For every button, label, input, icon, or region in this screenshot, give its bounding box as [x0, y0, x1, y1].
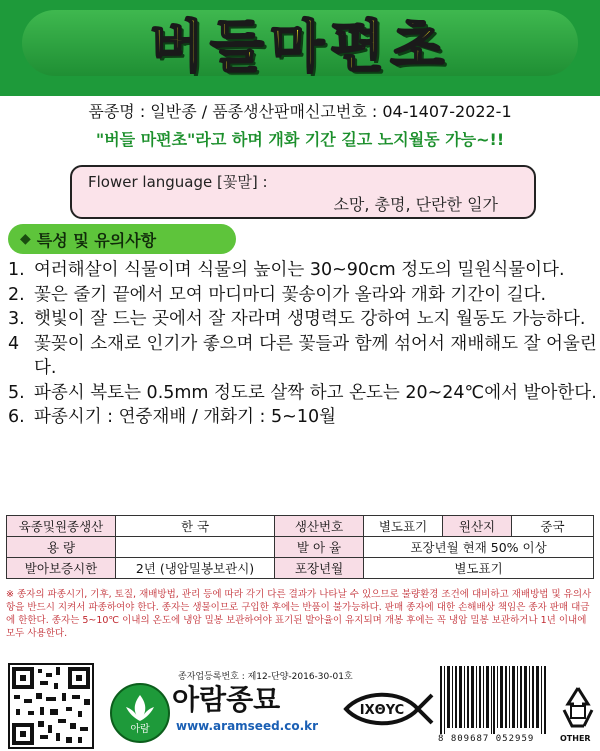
table-label: 원산지	[443, 516, 512, 537]
diamond-icon: ◆	[20, 231, 31, 247]
brand-logo-icon	[110, 683, 170, 743]
variety-registration-line: 품종명 : 일반종 / 품종생산판매신고번호 : 04-1407-2022-1	[88, 102, 512, 121]
fish-text: IXΘYC	[359, 703, 405, 718]
item-text: 꽃꽂이 소재로 인기가 좋으며 다른 꽃들과 함께 섞어서 재배해도 잘 어울린다.	[34, 333, 597, 378]
table-label: 발 아 율	[275, 537, 364, 558]
item-number: 4	[8, 333, 20, 354]
item-number: 1.	[8, 260, 25, 280]
flower-language-box	[70, 165, 536, 219]
item-text: 꽃은 줄기 끝에서 모여 마디마디 꽃송이가 올라와 개화 기간이 길다.	[34, 284, 547, 305]
barcode-icon	[440, 666, 548, 734]
registration-number: 종자업등록번호 : 제12-단양-2016-30-01호	[178, 672, 353, 682]
section-title: 특성 및 유의사항	[36, 230, 157, 250]
table-label: 용 량	[7, 537, 116, 558]
table-value: 중국	[512, 516, 594, 537]
ichthys-fish-icon	[342, 687, 434, 731]
logo-text: 아람	[130, 724, 150, 735]
table-label: 육종및원종생산	[7, 516, 116, 537]
table-label: 발아보증시한	[7, 558, 116, 579]
website-link[interactable]: www.aramseed.co.kr	[176, 719, 319, 733]
list-item	[8, 283, 598, 308]
section-header	[8, 224, 236, 254]
info-table	[6, 515, 594, 579]
table-row	[7, 537, 594, 558]
item-text: 여러해살이 식물이며 식물의 높이는 30~90cm 정도의 밀원식물이다.	[34, 260, 565, 280]
title-pill	[22, 10, 578, 80]
list-item	[8, 332, 598, 381]
table-value: 한 국	[116, 516, 275, 537]
item-number: 3.	[8, 309, 25, 329]
item-number: 6.	[8, 407, 25, 427]
item-text: 파종시기 : 연중재배 / 개화기 : 5~10월	[34, 407, 336, 427]
table-row	[7, 558, 594, 579]
table-label: 포장년월	[275, 558, 364, 579]
list-item	[8, 307, 598, 332]
table-value: 별도표기	[364, 558, 594, 579]
item-number: 5.	[8, 382, 25, 403]
item-text: 햇빛이 잘 드는 곳에서 잘 자라며 생명력도 강하여 노지 월동도 가능하다.	[34, 309, 586, 329]
table-label: 생산번호	[275, 516, 364, 537]
slogan: "버들 마편초"라고 하며 개화 기간 길고 노지월동 가능~!!	[95, 130, 505, 149]
table-value: 2년 (냉암밀봉보관시)	[116, 558, 275, 579]
item-text: 파종시 복토는 0.5mm 정도로 살짝 하고 온도는 20~24℃에서 발아한다.	[34, 382, 597, 403]
table-row	[7, 516, 594, 537]
table-value: 별도표기	[364, 516, 443, 537]
recycle-label: OTHER	[560, 734, 591, 743]
brand-name: 아람종묘	[172, 683, 281, 716]
notice-text: ※ 종자의 파종시기, 기후, 토질, 재배방법, 관리 등에 따라 각기 다른 결과가 나타날 수 있으므로 불량환경 조건에 대비하고 재배방법 및 유의사항을 반드시 지켜서 파종하여야 한다. 종자는 생물이므로 구입한 후에는 반품이 불가능하다. 판매 종자에 대한 손해배상 책임은 종자 판매 대금에 한한다. 종자는 5~10℃ 이내의 온도에 냉암 밀봉 보관하여야 표기된 발아율이 유지되며 개봉 후에는 꼭 냉암 밀봉 보관하거나 1년 이내에 모두 사용한다.	[6, 589, 592, 639]
characteristics-list	[8, 258, 598, 430]
list-item	[8, 381, 598, 406]
table-value: 포장년월 현재 50% 이상	[364, 537, 594, 558]
list-item	[8, 405, 598, 430]
table-value	[116, 537, 275, 558]
header-banner	[0, 0, 600, 96]
barcode-number: 8 809687 052959	[438, 734, 535, 744]
item-number: 2.	[8, 284, 25, 305]
flower-language-text: 소망, 총명, 단란한 일가	[333, 195, 498, 214]
qr-code-icon	[8, 663, 94, 749]
flower-language-label: Flower language [꽃말] :	[88, 173, 268, 191]
product-title: 버들마편초	[149, 15, 451, 80]
list-item	[8, 258, 598, 283]
